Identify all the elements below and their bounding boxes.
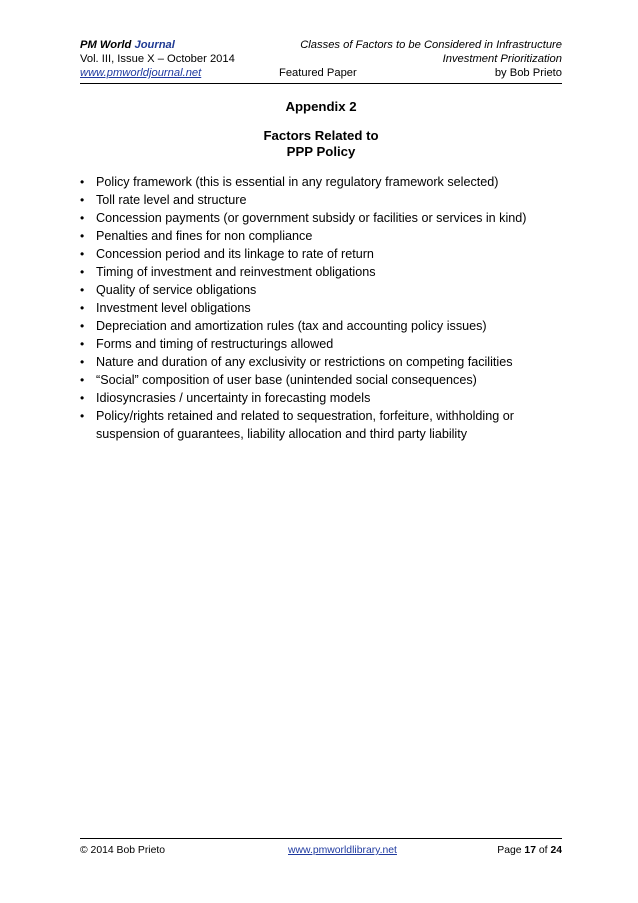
footer-website	[288, 844, 397, 857]
author-byline: by Bob Prieto	[494, 67, 562, 79]
appendix-label: Appendix 2	[285, 99, 357, 114]
list-item	[80, 281, 562, 299]
page-number	[497, 844, 562, 857]
page-footer	[80, 844, 562, 857]
list-item-text: Policy framework (this is essential in any regulatory framework selected)	[96, 175, 499, 189]
list-item	[80, 299, 562, 317]
list-item-text: Nature and duration of any exclusivity or restrictions on competing facilities	[96, 355, 513, 369]
bullet-icon: •	[80, 409, 85, 423]
bullet-icon: •	[80, 355, 85, 369]
footer-divider	[80, 838, 562, 839]
section-title	[80, 128, 562, 160]
journal-name	[80, 38, 175, 52]
list-item-text: Idiosyncrasies / uncertainty in forecasting models	[96, 391, 371, 405]
list-item-text: Quality of service obligations	[96, 283, 257, 297]
paper-title-line-1: Classes of Factors to be Considered in Infrastructure	[300, 39, 562, 51]
bullet-icon: •	[80, 319, 85, 333]
bullet-icon: •	[80, 193, 85, 207]
page-header	[80, 38, 562, 80]
bullet-icon: •	[80, 337, 85, 351]
list-item-text: “Social” composition of user base (unintended social consequences)	[96, 373, 477, 387]
header-divider	[80, 83, 562, 84]
list-item	[80, 407, 562, 443]
bullet-icon: •	[80, 301, 85, 315]
list-item	[80, 353, 562, 371]
journal-website-link[interactable]: www.pmworldjournal.net	[80, 67, 202, 79]
paper-title-line-2: Investment Prioritization	[442, 53, 562, 65]
journal-name-word: Journal	[134, 39, 175, 51]
list-item	[80, 173, 562, 191]
bullet-icon: •	[80, 229, 85, 243]
volume-issue: Vol. III, Issue X – October 2014	[80, 53, 235, 65]
library-website-link[interactable]: www.pmworldlibrary.net	[288, 845, 397, 856]
bullet-icon: •	[80, 247, 85, 261]
current-page: 17	[524, 845, 536, 856]
list-item-text: Timing of investment and reinvestment obligations	[96, 265, 376, 279]
factor-list	[80, 173, 562, 443]
list-item	[80, 227, 562, 245]
list-item-text: Penalties and fines for non compliance	[96, 229, 313, 243]
total-pages: 24	[550, 845, 562, 856]
list-item-text: Concession period and its linkage to rate of return	[96, 247, 374, 261]
paper-category: Featured Paper	[279, 67, 357, 79]
list-item	[80, 389, 562, 407]
section-title-line-1: Factors Related to	[263, 128, 379, 143]
page-label: Page	[497, 845, 525, 856]
copyright-notice: © 2014 Bob Prieto	[80, 845, 166, 856]
bullet-icon: •	[80, 373, 85, 387]
journal-name-prefix: PM World	[80, 39, 135, 51]
bullet-icon: •	[80, 265, 85, 279]
bullet-icon: •	[80, 391, 85, 405]
list-item-text: Investment level obligations	[96, 301, 251, 315]
of-label: of	[535, 845, 551, 856]
list-item	[80, 191, 562, 209]
list-item	[80, 317, 562, 335]
list-item	[80, 371, 562, 389]
list-item-text: Concession payments (or government subsidy or facilities or services in kind)	[96, 211, 527, 225]
list-item-text: Depreciation and amortization rules (tax and accounting policy issues)	[96, 319, 487, 333]
list-item-text: Forms and timing of restructurings allowed	[96, 337, 334, 351]
list-item-text: Toll rate level and structure	[96, 193, 247, 207]
list-item-text: Policy/rights retained and related to sequestration, forfeiture, withholding or suspension of guarantees, liability allocation and third party liability	[96, 409, 514, 441]
list-item	[80, 335, 562, 353]
list-item	[80, 245, 562, 263]
bullet-icon: •	[80, 211, 85, 225]
bullet-icon: •	[80, 175, 85, 189]
bullet-icon: •	[80, 283, 85, 297]
list-item	[80, 263, 562, 281]
section-title-line-2: PPP Policy	[286, 144, 356, 159]
header-row-1	[80, 38, 562, 52]
list-item	[80, 209, 562, 227]
header-row-2	[80, 52, 562, 66]
